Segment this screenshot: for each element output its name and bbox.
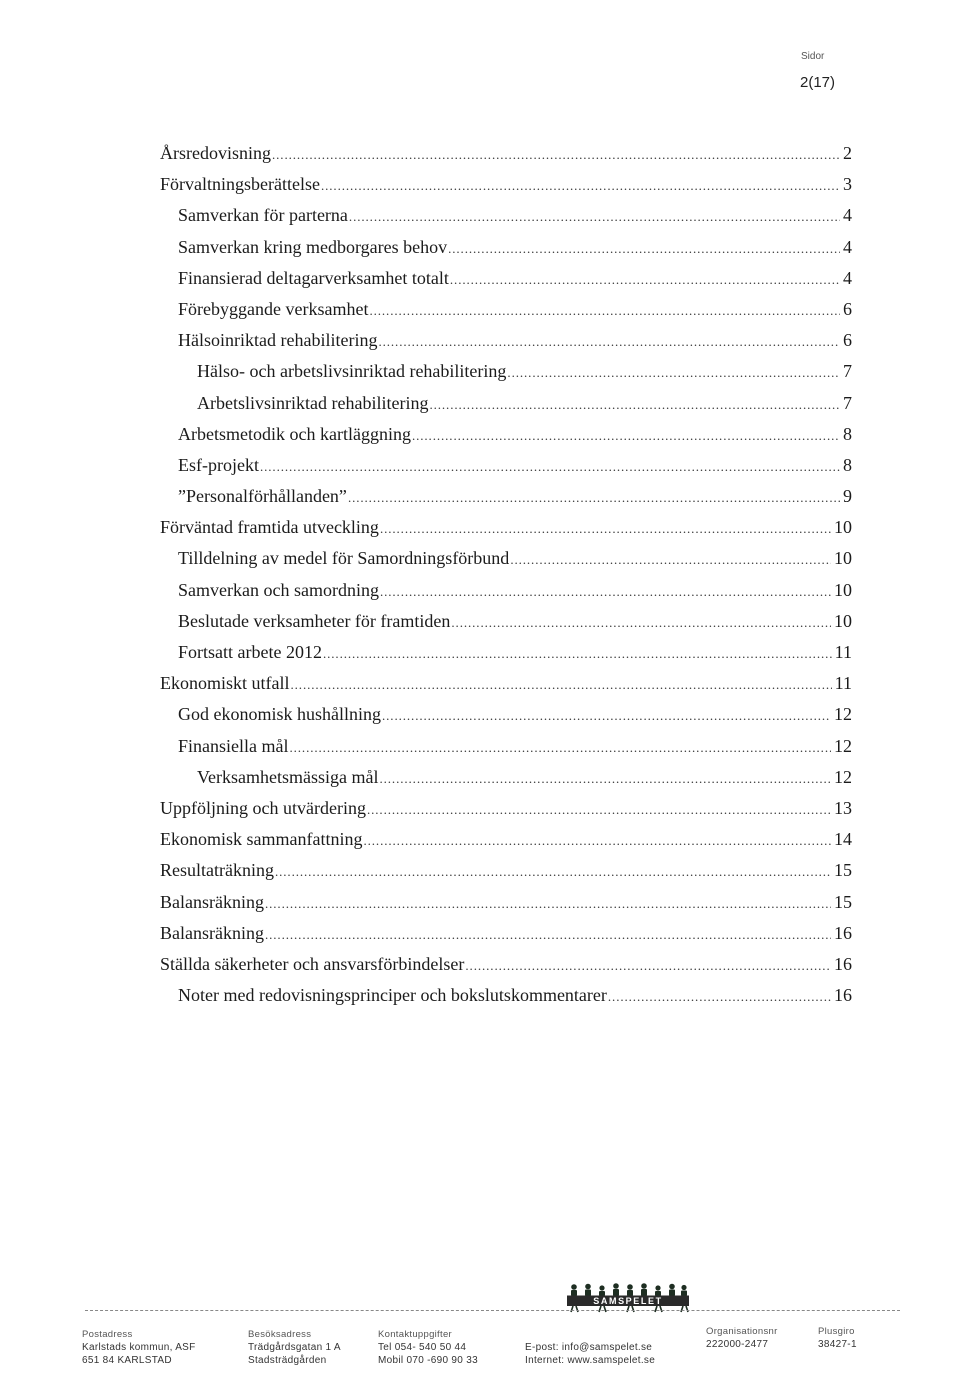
footer-mobile: Mobil 070 -690 90 33 — [378, 1354, 478, 1366]
toc-entry — [160, 731, 852, 762]
footer-plusgiro — [818, 1326, 857, 1352]
footer-online — [525, 1329, 655, 1367]
toc-entry-title: Samverkan för parterna — [178, 205, 348, 226]
toc-entry-page: 8 — [843, 423, 852, 444]
toc-entry-page: 4 — [843, 205, 852, 226]
toc-dot-leader — [429, 389, 840, 420]
toc-dot-leader — [382, 700, 831, 731]
footer-text: Stadsträdgården — [248, 1354, 327, 1366]
toc-entry — [160, 887, 852, 918]
toc-dot-leader — [507, 357, 840, 388]
toc-entry-page: 16 — [834, 922, 852, 943]
toc-entry-page: 13 — [834, 797, 852, 818]
toc-entry-title: Finansiella mål — [178, 735, 289, 756]
footer-text: 651 84 KARLSTAD — [82, 1354, 172, 1366]
toc-entry-title: Esf-projekt — [178, 454, 259, 475]
toc-dot-leader — [450, 264, 840, 295]
toc-entry-title: God ekonomisk hushållning — [178, 704, 381, 725]
toc-entry — [160, 138, 852, 169]
toc-entry-title: Förväntad framtida utveckling — [160, 517, 379, 538]
samspelet-logo-icon — [565, 1283, 691, 1313]
toc-dot-leader — [448, 233, 840, 264]
toc-entry-page: 10 — [834, 579, 852, 600]
toc-entry-title: Hälso- och arbetslivsinriktad rehabilitering — [197, 361, 507, 382]
toc-entry-title: Ställda säkerheter och ansvarsförbindelser — [160, 953, 465, 974]
toc-dot-leader — [380, 576, 831, 607]
toc-entry — [160, 918, 852, 949]
toc-dot-leader — [367, 794, 831, 825]
logo-text: SAMSPELET — [593, 1296, 663, 1306]
toc-dot-leader — [321, 170, 840, 201]
footer-postal-address — [82, 1329, 196, 1367]
footer-phone: Tel 054- 540 50 44 — [378, 1341, 467, 1353]
toc-dot-leader — [323, 638, 832, 669]
toc-entry-page: 10 — [834, 517, 852, 538]
pages-label: Sidor — [801, 51, 825, 62]
toc-entry-title: Arbetslivsinriktad rehabilitering — [197, 392, 429, 413]
toc-entry-title: Samverkan och samordning — [178, 579, 379, 600]
toc-entry — [160, 855, 852, 886]
toc-dot-leader — [378, 326, 840, 357]
toc-entry-page: 4 — [843, 236, 852, 257]
toc-dot-leader — [275, 856, 831, 887]
toc-entry — [160, 793, 852, 824]
footer-heading: Organisationsnr — [706, 1326, 778, 1337]
footer-contact — [378, 1329, 478, 1367]
toc-entry — [160, 450, 852, 481]
toc-entry — [160, 294, 852, 325]
toc-entry-page: 7 — [843, 392, 852, 413]
toc-dot-leader — [363, 825, 831, 856]
toc-entry-page: 10 — [834, 610, 852, 631]
toc-entry — [160, 200, 852, 231]
footer-heading: Plusgiro — [818, 1326, 855, 1337]
toc-dot-leader — [510, 544, 831, 575]
toc-entry-page: 11 — [834, 673, 852, 694]
toc-entry-page: 12 — [834, 766, 852, 787]
toc-entry-page: 7 — [843, 361, 852, 382]
toc-entry-title: Finansierad deltagarverksamhet totalt — [178, 267, 449, 288]
toc-entry-title: Samverkan kring medborgares behov — [178, 236, 448, 257]
footer-text: 38427-1 — [818, 1338, 857, 1350]
footer-text: Trädgårdsgatan 1 A — [248, 1341, 341, 1353]
toc-entry — [160, 980, 852, 1011]
toc-entry — [160, 263, 852, 294]
toc-entry-title: Ekonomisk sammanfattning — [160, 829, 363, 850]
footer-heading: Kontaktuppgifter — [378, 1329, 452, 1340]
toc-entry-title: Tilldelning av medel för Samordningsförbund — [178, 548, 510, 569]
toc-entry-page: 9 — [843, 486, 852, 507]
toc-entry-page: 8 — [843, 454, 852, 475]
toc-dot-leader — [349, 201, 840, 232]
toc-entry-title: Resultaträkning — [160, 860, 274, 881]
table-of-contents — [160, 138, 852, 1011]
toc-entry — [160, 169, 852, 200]
toc-entry — [160, 699, 852, 730]
toc-entry-page: 11 — [834, 642, 852, 662]
footer-org-number — [706, 1326, 778, 1352]
toc-entry — [160, 419, 852, 450]
toc-entry-title: Fortsatt arbete 2012 — [178, 642, 322, 662]
toc-entry-page: 14 — [834, 829, 852, 850]
toc-entry-page: 4 — [843, 267, 852, 288]
footer-visit-address — [248, 1329, 341, 1367]
toc-entry — [160, 575, 852, 606]
toc-dot-leader — [369, 295, 840, 326]
footer-text: 222000-2477 — [706, 1338, 769, 1350]
toc-entry-title: Balansräkning — [160, 891, 264, 912]
toc-entry-title: Balansräkning — [160, 922, 264, 943]
toc-entry-title: Ekonomiskt utfall — [160, 673, 290, 694]
footer-heading: Besöksadress — [248, 1329, 312, 1340]
toc-entry — [160, 543, 852, 574]
toc-dot-leader — [608, 981, 831, 1012]
toc-entry — [160, 388, 852, 419]
footer-text: Karlstads kommun, ASF — [82, 1341, 196, 1353]
toc-dot-leader — [348, 482, 840, 513]
toc-entry — [160, 512, 852, 543]
toc-entry — [160, 356, 852, 387]
toc-entry-title: Noter med redovisningsprinciper och bokslutskommentarer — [178, 985, 607, 1006]
toc-entry-title: ”Personalförhållanden” — [178, 486, 347, 507]
toc-entry-page: 12 — [834, 735, 852, 756]
toc-entry-title: Beslutade verksamheter för framtiden — [178, 610, 451, 631]
toc-dot-leader — [291, 669, 832, 700]
toc-dot-leader — [380, 513, 831, 544]
toc-entry — [160, 481, 852, 512]
toc-entry — [160, 668, 852, 699]
footer-email: E-post: info@samspelet.se — [525, 1341, 653, 1353]
footer-divider — [85, 1310, 900, 1311]
toc-entry-page: 2 — [843, 143, 852, 163]
toc-entry — [160, 949, 852, 980]
toc-dot-leader — [412, 420, 840, 451]
toc-dot-leader — [272, 139, 840, 170]
toc-entry — [160, 232, 852, 263]
toc-dot-leader — [451, 607, 831, 638]
toc-entry-page: 10 — [834, 548, 852, 569]
footer-website: Internet: www.samspelet.se — [525, 1354, 656, 1366]
toc-entry-page: 16 — [834, 985, 852, 1006]
page-indicator: 2(17) — [800, 74, 836, 91]
toc-entry — [160, 762, 852, 793]
toc-entry-page: 6 — [843, 298, 852, 319]
toc-entry — [160, 824, 852, 855]
toc-entry-page: 15 — [834, 891, 852, 912]
toc-entry-title: Uppföljning och utvärdering — [160, 797, 366, 818]
toc-entry — [160, 637, 852, 668]
toc-entry-page: 3 — [843, 174, 852, 195]
toc-entry-page: 12 — [834, 704, 852, 725]
toc-entry-title: Årsredovisning — [160, 143, 271, 163]
toc-entry — [160, 325, 852, 356]
toc-dot-leader — [265, 888, 831, 919]
toc-entry — [160, 606, 852, 637]
toc-entry-title: Hälsoinriktad rehabilitering — [178, 330, 378, 351]
toc-entry-page: 16 — [834, 953, 852, 974]
toc-entry-page: 15 — [834, 860, 852, 881]
toc-dot-leader — [265, 919, 831, 950]
toc-entry-title: Verksamhetsmässiga mål — [197, 766, 379, 787]
toc-entry-title: Förvaltningsberättelse — [160, 174, 320, 195]
toc-entry-page: 6 — [843, 330, 852, 351]
toc-dot-leader — [289, 732, 831, 763]
toc-entry-title: Förebyggande verksamhet — [178, 298, 369, 319]
footer-heading: Postadress — [82, 1329, 133, 1340]
toc-dot-leader — [379, 763, 831, 794]
toc-dot-leader — [260, 451, 840, 482]
toc-dot-leader — [465, 950, 831, 981]
toc-entry-title: Arbetsmetodik och kartläggning — [178, 423, 411, 444]
